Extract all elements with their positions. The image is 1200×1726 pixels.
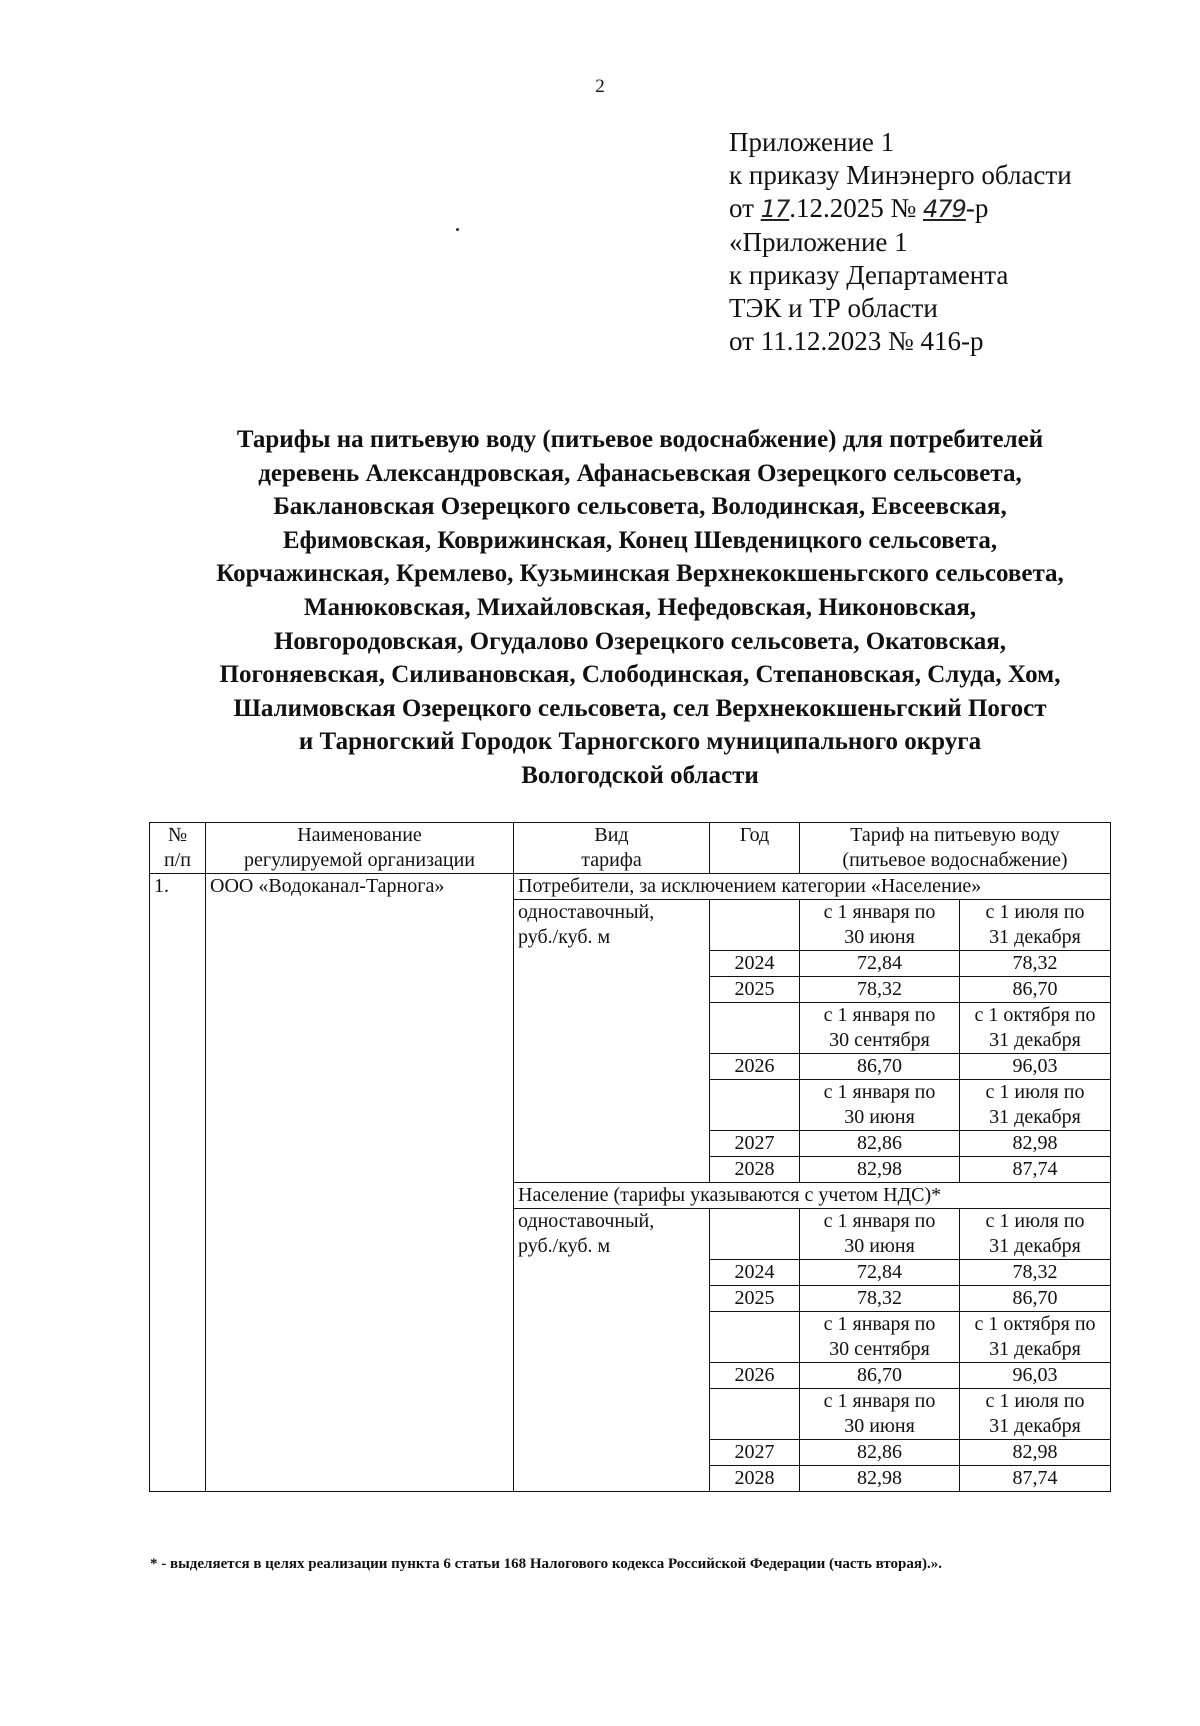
table-header-row [150, 823, 1111, 874]
handwritten-number: 479 [923, 195, 966, 223]
period-1-cell: с 1 января по 30 сентября [800, 1312, 960, 1363]
footnote: * - выделяется в целях реализации пункта 6 статьи 168 Налогового кодекса Российской Федерации (часть вторая).». [150, 1556, 942, 1572]
title-line: Корчажинская, Кремлево, Кузьминская Верхнекокшеньгского сельсовета, [216, 560, 1064, 588]
tariff-value-cell: 87,74 [960, 1466, 1111, 1492]
appendix-text: .12.2025 № [789, 193, 924, 223]
period-2-cell: с 1 июля по 31 декабря [960, 1209, 1111, 1260]
year-cell: 2027 [710, 1440, 800, 1466]
title-line: Новгородовская, Огудалово Озерецкого сельсовета, Окатовская, [273, 627, 1007, 655]
row-number-cell: 1. [150, 874, 206, 1492]
year-cell: 2024 [710, 951, 800, 977]
tariff-value-cell: 82,98 [800, 1466, 960, 1492]
year-cell-empty [710, 1209, 800, 1260]
tariff-value-cell: 82,98 [960, 1440, 1111, 1466]
period-2-cell: с 1 октября по 31 декабря [960, 1312, 1111, 1363]
title-line: Вологодской области [521, 761, 759, 789]
tariff-value-cell: 96,03 [960, 1054, 1111, 1080]
period-1-cell: с 1 января по 30 июня [800, 1080, 960, 1131]
year-cell: 2027 [710, 1131, 800, 1157]
appendix-line: ТЭК и ТР области [729, 293, 938, 323]
organization-cell: ООО «Водоканал-Тарнога» [206, 874, 514, 1492]
handwritten-day: 17 [760, 195, 790, 223]
tariff-value-cell: 96,03 [960, 1363, 1111, 1389]
appendix-block [729, 126, 1072, 358]
header-tariff: Тариф на питьевую воду (питьевое водоснабжение) [800, 823, 1111, 874]
header-year: Год [710, 823, 800, 874]
category-cell: Потребители, за исключением категории «Население» [514, 874, 1111, 900]
tariff-table [149, 822, 1111, 1492]
tariff-value-cell: 87,74 [960, 1157, 1111, 1183]
header-type: Вид тарифа [514, 823, 710, 874]
year-cell: 2028 [710, 1157, 800, 1183]
year-cell-empty [710, 1312, 800, 1363]
tariff-value-cell: 82,98 [800, 1157, 960, 1183]
appendix-text: от [729, 193, 761, 223]
period-1-cell: с 1 января по 30 июня [800, 900, 960, 951]
appendix-line: «Приложение 1 [729, 227, 908, 257]
tariff-value-cell: 78,32 [800, 1286, 960, 1312]
year-cell: 2026 [710, 1054, 800, 1080]
tariff-value-cell: 86,70 [960, 977, 1111, 1003]
document-title [140, 423, 1140, 793]
tariff-value-cell: 78,32 [960, 1260, 1111, 1286]
year-cell: 2024 [710, 1260, 800, 1286]
period-2-cell: с 1 июля по 31 декабря [960, 1389, 1111, 1440]
title-line: Шалимовская Озерецкого сельсовета, сел Верхнекокшеньгский Погост [233, 694, 1047, 722]
title-line: Баклановская Озерецкого сельсовета, Володинская, Евсеевская, [273, 493, 1007, 521]
tariff-type-cell: одноставочный, руб./куб. м [514, 900, 710, 1183]
tariff-value-cell: 72,84 [800, 1260, 960, 1286]
appendix-line: Приложение 1 [729, 127, 895, 157]
header-org: Наименование регулируемой организации [206, 823, 514, 874]
tariff-value-cell: 78,32 [960, 951, 1111, 977]
year-cell: 2025 [710, 1286, 800, 1312]
appendix-text: -р [965, 193, 989, 223]
year-cell-empty [710, 1003, 800, 1054]
title-line: и Тарногский Городок Тарногского муниципального округа [298, 728, 982, 756]
tariff-value-cell: 86,70 [800, 1363, 960, 1389]
period-1-cell: с 1 января по 30 июня [800, 1389, 960, 1440]
title-line: Манюковская, Михайловская, Нефедовская, Никоновская, [303, 593, 977, 621]
title-line: деревень Александровская, Афанасьевская Озерецкого сельсовета, [258, 459, 1022, 487]
period-2-cell: с 1 июля по 31 декабря [960, 900, 1111, 951]
tariff-value-cell: 72,84 [800, 951, 960, 977]
title-line: Ефимовская, Коврижинская, Конец Шевденицкого сельсовета, [282, 526, 998, 554]
year-cell-empty [710, 1080, 800, 1131]
scan-dot [456, 228, 459, 231]
period-1-cell: с 1 января по 30 июня [800, 1209, 960, 1260]
year-cell: 2026 [710, 1363, 800, 1389]
period-1-cell: с 1 января по 30 сентября [800, 1003, 960, 1054]
tariff-value-cell: 82,98 [960, 1131, 1111, 1157]
title-line: Тарифы на питьевую воду (питьевое водоснабжение) для потребителей [236, 426, 1044, 453]
year-cell: 2025 [710, 977, 800, 1003]
appendix-line: от 11.12.2023 № 416-р [729, 326, 984, 356]
category-cell: Население (тарифы указываются с учетом НДС)* [514, 1183, 1111, 1209]
appendix-line: к приказу Минэнерго области [729, 160, 1072, 190]
tariff-value-cell: 78,32 [800, 977, 960, 1003]
year-cell-empty [710, 900, 800, 951]
tariff-value-cell: 82,86 [800, 1131, 960, 1157]
tariff-value-cell: 82,86 [800, 1440, 960, 1466]
appendix-order-line [729, 192, 1072, 226]
appendix-line: к приказу Департамента [729, 260, 1009, 290]
page-number: 2 [595, 76, 605, 97]
title-line: Погоняевская, Силивановская, Слободинская, Степановская, Слуда, Хом, [219, 661, 1061, 689]
period-2-cell: с 1 июля по 31 декабря [960, 1080, 1111, 1131]
header-num: № п/п [150, 823, 206, 874]
tariff-value-cell: 86,70 [960, 1286, 1111, 1312]
year-cell: 2028 [710, 1466, 800, 1492]
tariff-value-cell: 86,70 [800, 1054, 960, 1080]
year-cell-empty [710, 1389, 800, 1440]
tariff-type-cell: одноставочный, руб./куб. м [514, 1209, 710, 1492]
table-row [150, 874, 1111, 900]
period-2-cell: с 1 октября по 31 декабря [960, 1003, 1111, 1054]
